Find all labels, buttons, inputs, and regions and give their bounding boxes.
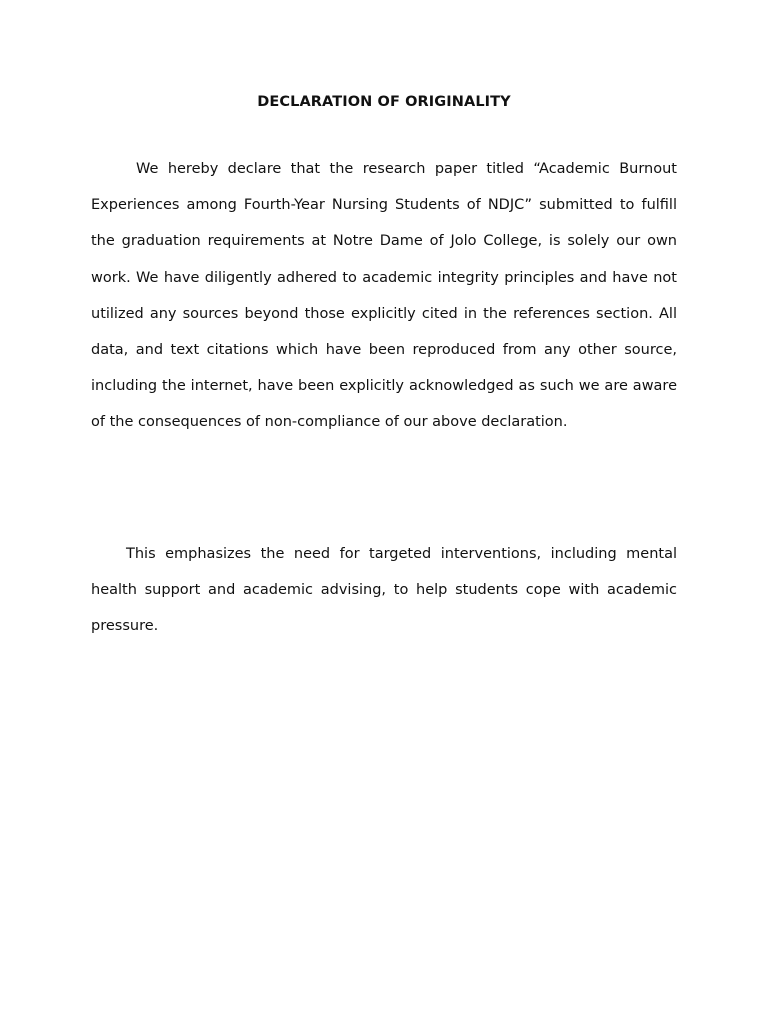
declaration-paragraph: We hereby declare that the research paper titled “Academic Burnout Experiences among Fourth-Year Nursing Students of NDJC” submitted to fulfill the graduation requirements at Notre Dame of Jolo College, is solely our own work. We have diligently adhered to academic integrity principles and have not utilized any sources beyond those explicitly cited in the references section. All data, and text citations which have been reproduced from any other source, including the internet, have been explicitly acknowledged as such we are aware of the consequences of non-compliance of our above declaration. xyxy=(91,161,677,431)
page-title: DECLARATION OF ORIGINALITY xyxy=(257,94,511,110)
emphasis-paragraph: This emphasizes the need for targeted interventions, including mental health support and academic advising, to help students cope with academic pressure. xyxy=(91,546,677,635)
